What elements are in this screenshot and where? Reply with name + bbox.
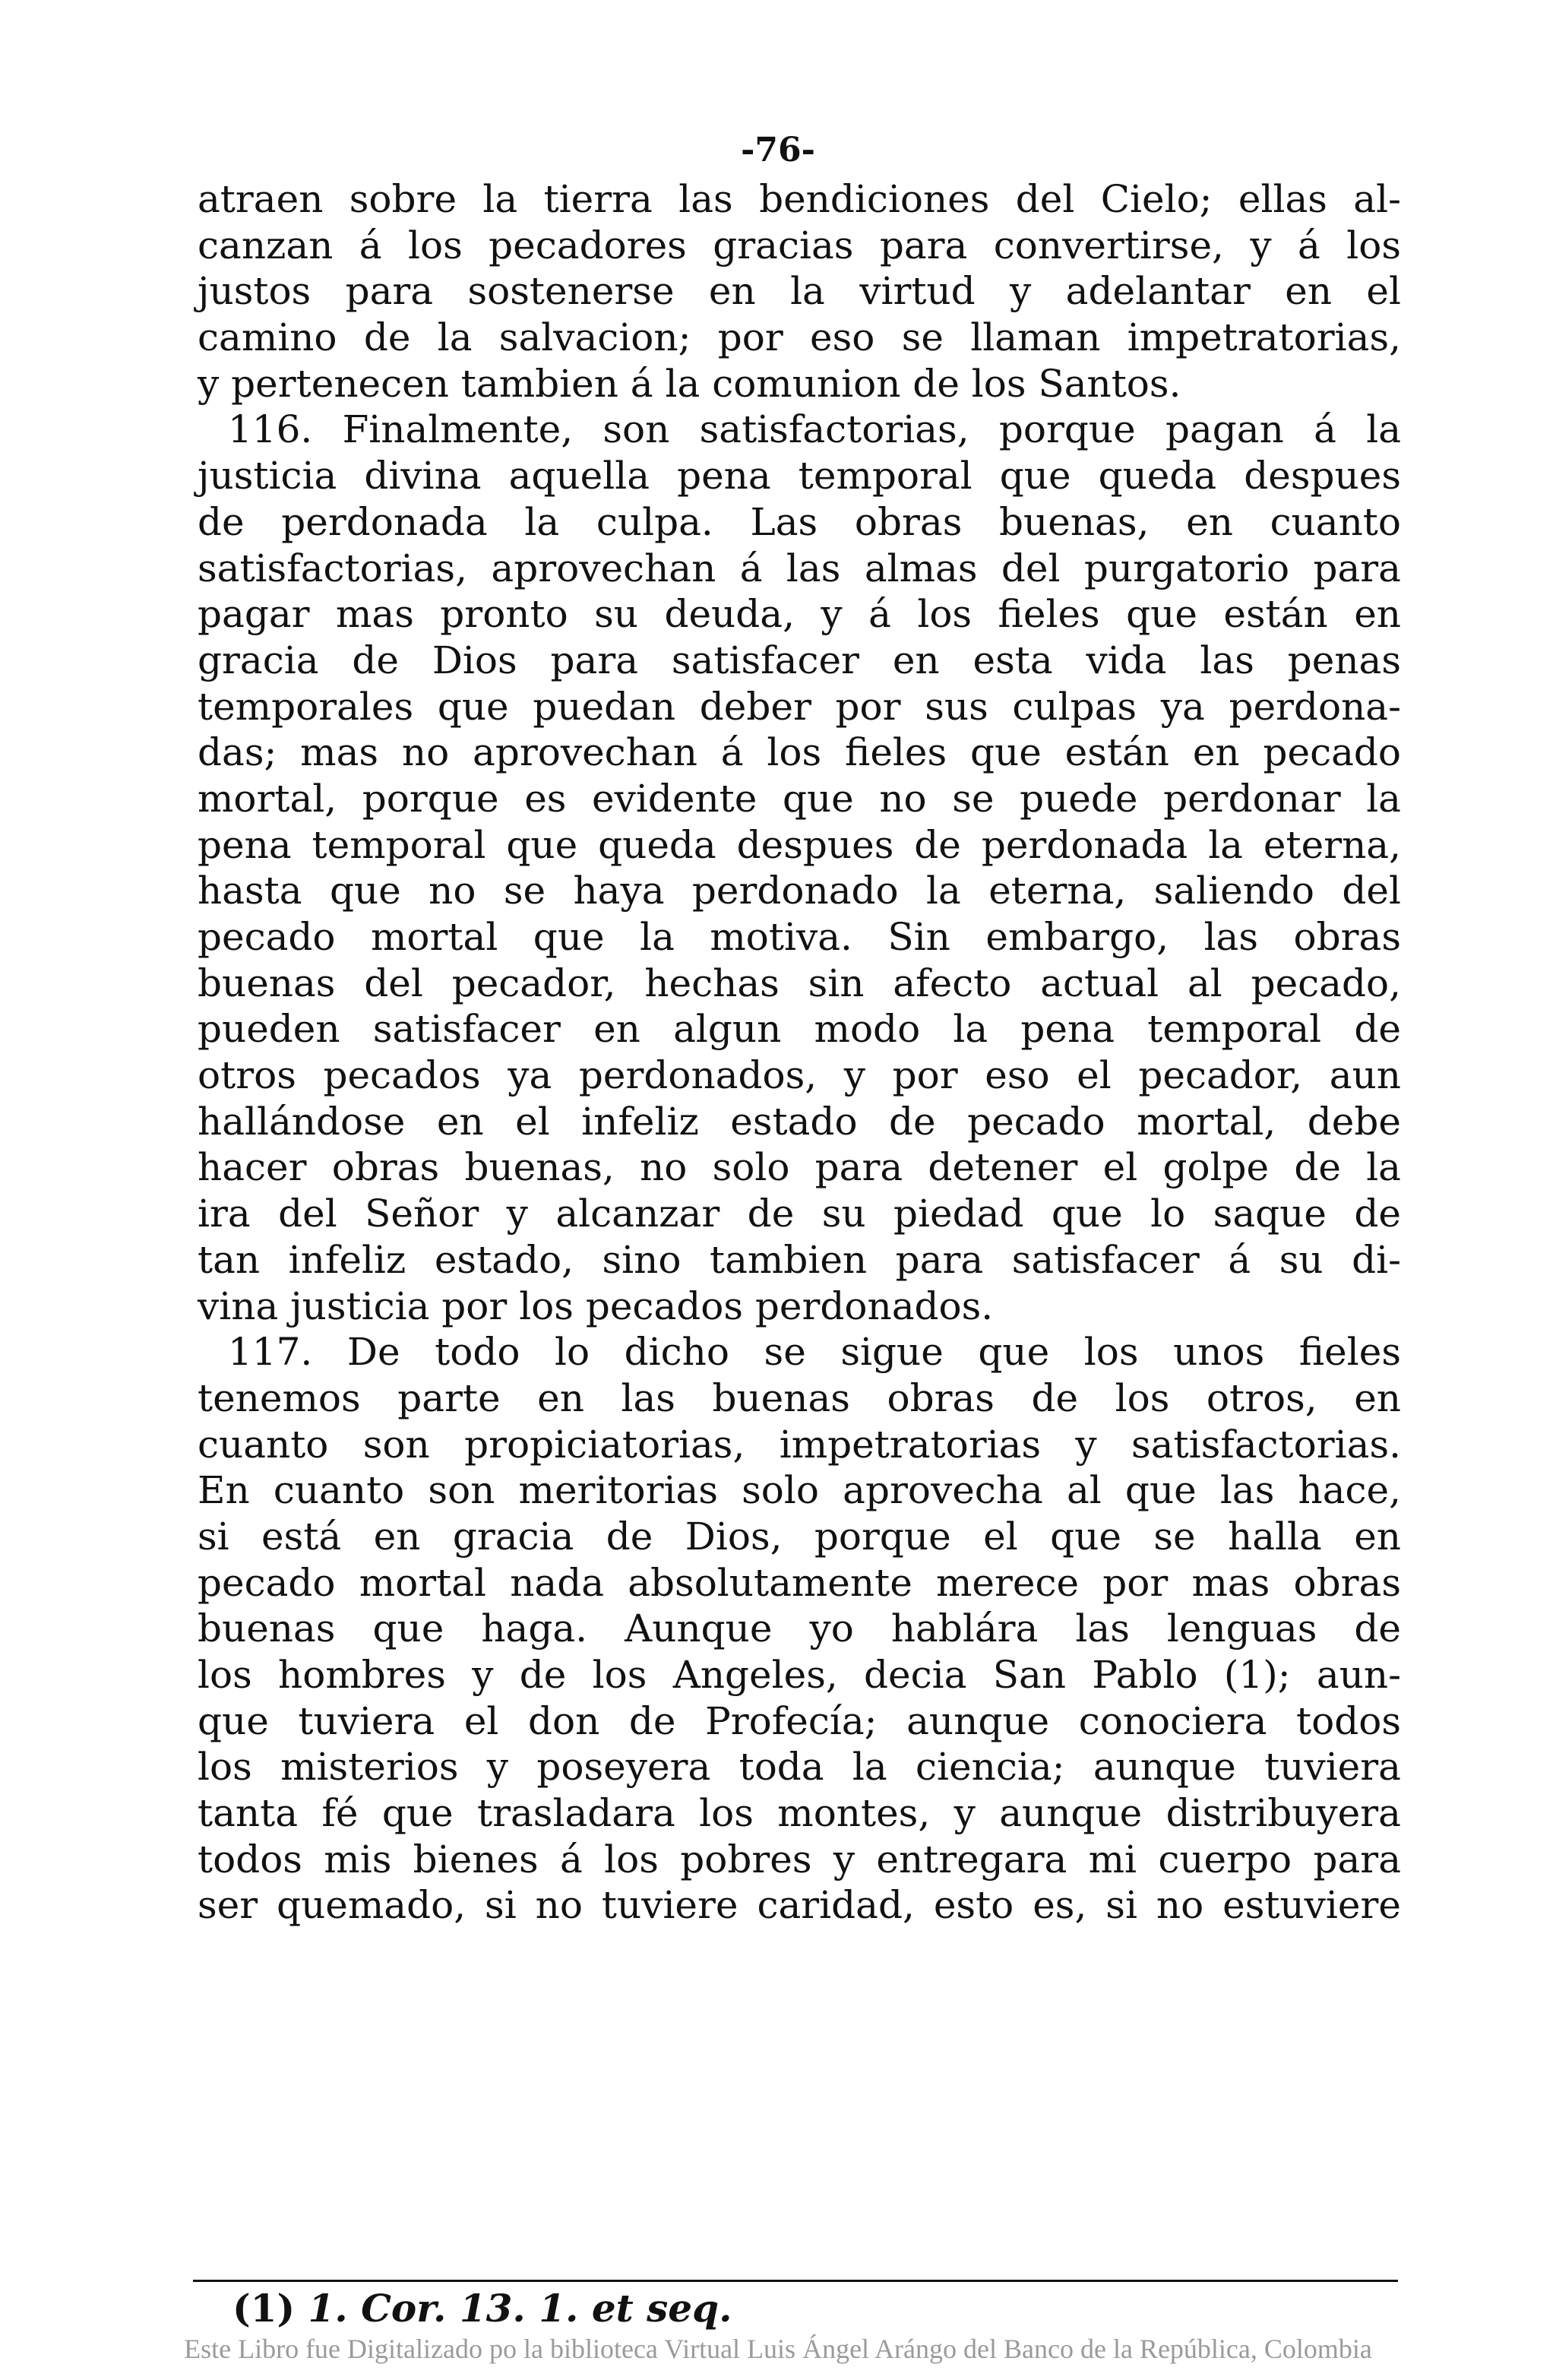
text-line: los hombres y de los Angeles, decia San Pablo (1); aun- bbox=[198, 1653, 1401, 1697]
text-line: justos para sostenerse en la virtud y adelantar en el bbox=[198, 269, 1401, 314]
text-line: y pertenecen tambien á la comunion de los Santos. bbox=[198, 361, 1181, 406]
text-line: hacer obras buenas, no solo para detener el golpe de la bbox=[198, 1145, 1401, 1190]
text-line: das; mas no aprovechan á los fieles que están en pecado bbox=[198, 730, 1401, 775]
page-number: -76- bbox=[741, 131, 815, 169]
digitization-watermark: Este Libro fue Digitalizado po la biblioteca Virtual Luis Ángel Arángo del Banco de la República, Colombia bbox=[184, 2334, 1372, 2364]
text-line: buenas que haga. Aunque yo hablára las lenguas de bbox=[198, 1606, 1401, 1651]
text-line: tan infeliz estado, sino tambien para satisfacer á su di- bbox=[198, 1237, 1401, 1282]
footnote-citation: 1. Cor. 13. 1. et seq. bbox=[308, 2286, 732, 2331]
text-line: buenas del pecador, hechas sin afecto actual al pecado, bbox=[198, 961, 1401, 1005]
text-line: pueden satisfacer en algun modo la pena temporal de bbox=[198, 1007, 1401, 1052]
text-line: camino de la salvacion; por eso se llaman impetratorias, bbox=[198, 315, 1401, 360]
text-line: vina justicia por los pecados perdonados. bbox=[198, 1283, 994, 1328]
text-line: En cuanto son meritorias solo aprovecha al que las hace, bbox=[198, 1468, 1401, 1513]
text-line: ser quemado, si no tuviere caridad, esto es, si no estuviere bbox=[198, 1883, 1401, 1928]
text-line: pecado mortal nada absolutamente merece por mas obras bbox=[198, 1560, 1401, 1605]
text-line: justicia divina aquella pena temporal que queda despues bbox=[198, 454, 1401, 498]
text-line: todos mis bienes á los pobres y entregara mi cuerpo para bbox=[198, 1837, 1401, 1882]
text-line: si está en gracia de Dios, porque el que se halla en bbox=[198, 1514, 1401, 1559]
text-line: pagar mas pronto su deuda, y á los fieles que están en bbox=[198, 592, 1401, 637]
footnote bbox=[232, 2284, 732, 2333]
text-line: satisfactorias, aprovechan á las almas del purgatorio para bbox=[198, 546, 1401, 590]
text-line: mortal, porque es evidente que no se puede perdonar la bbox=[198, 776, 1401, 821]
text-line: gracia de Dios para satisfacer en esta vida las penas bbox=[198, 638, 1401, 682]
footnote-divider bbox=[193, 2280, 1398, 2282]
text-line: que tuviera el don de Profecía; aunque conociera todos bbox=[198, 1698, 1401, 1743]
text-line: pena temporal que queda despues de perdonada la eterna, bbox=[198, 822, 1401, 867]
text-line: de perdonada la culpa. Las obras buenas, en cuanto bbox=[198, 499, 1401, 544]
footnote-marker: (1) bbox=[232, 2286, 308, 2331]
text-line: atraen sobre la tierra las bendiciones del Cielo; ellas al- bbox=[198, 177, 1401, 221]
body-text bbox=[198, 176, 1401, 1929]
text-line: canzan á los pecadores gracias para convertirse, y á los bbox=[198, 223, 1401, 267]
text-line: ira del Señor y alcanzar de su piedad que lo saque de bbox=[198, 1192, 1401, 1236]
text-line: otros pecados ya perdonados, y por eso el pecador, aun bbox=[198, 1053, 1401, 1098]
text-line: tenemos parte en las buenas obras de los otros, en bbox=[198, 1375, 1401, 1420]
text-line: cuanto son propiciatorias, impetratorias y satisfactorias. bbox=[198, 1422, 1401, 1467]
text-line: pecado mortal que la motiva. Sin embargo, las obras bbox=[198, 915, 1401, 959]
text-line: tanta fé que trasladara los montes, y aunque distribuyera bbox=[198, 1791, 1401, 1836]
text-line: 117. De todo lo dicho se sigue que los unos fieles bbox=[228, 1330, 1401, 1375]
text-line: hallándose en el infeliz estado de pecado mortal, debe bbox=[198, 1099, 1401, 1144]
text-line: hasta que no se haya perdonado la eterna, saliendo del bbox=[198, 869, 1401, 913]
text-line: temporales que puedan deber por sus culpas ya perdona- bbox=[198, 684, 1401, 729]
text-line: los misterios y poseyera toda la ciencia; aunque tuviera bbox=[198, 1745, 1401, 1790]
text-line: 116. Finalmente, son satisfactorias, porque pagan á la bbox=[228, 407, 1401, 452]
